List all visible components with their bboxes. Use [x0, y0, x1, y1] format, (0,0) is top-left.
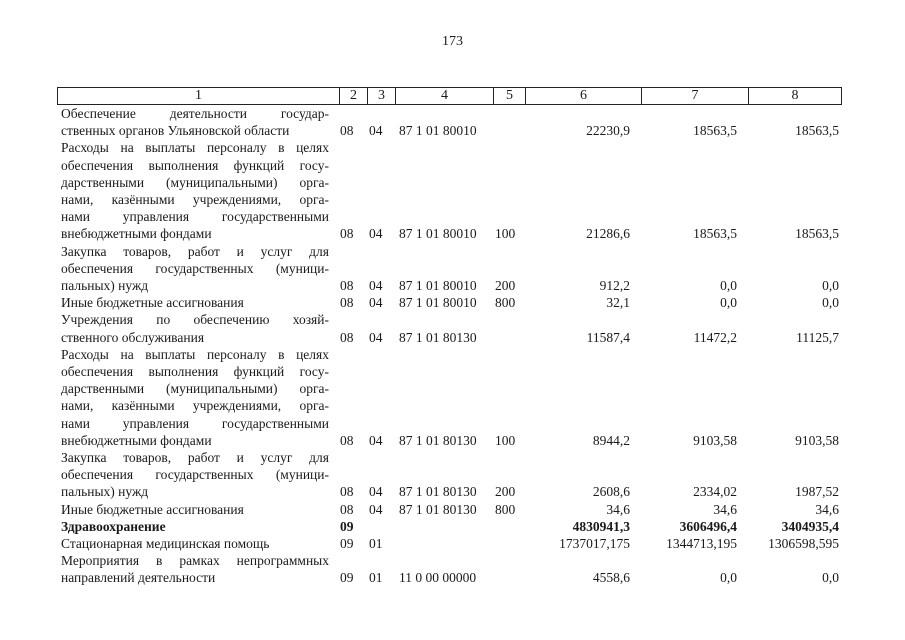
cell-col-7: 1344713,195: [666, 535, 737, 551]
table-row: [0, 243, 905, 295]
row-name-line: Расходы на выплаты персоналу в целях: [61, 140, 329, 156]
cell-col-2: 09: [340, 518, 354, 534]
cell-col-8: 34,6: [815, 501, 839, 517]
table-row: [0, 552, 905, 586]
row-name-line: нами, казёнными учреждениями, орга-: [61, 398, 329, 414]
header-col-7: 7: [642, 88, 749, 104]
row-name-line: дарственными (муниципальными) орга-: [61, 174, 329, 190]
cell-col-6: 2608,6: [592, 484, 630, 500]
row-name: [61, 535, 329, 552]
cell-col-3: 04: [369, 277, 383, 293]
row-name-line: внебюджетными фондами: [61, 432, 212, 448]
cell-col-8: 11125,7: [796, 329, 839, 345]
cell-col-2: 08: [340, 501, 354, 517]
row-name: [61, 449, 329, 501]
cell-col-5: 200: [495, 277, 516, 293]
cell-col-2: 08: [340, 295, 354, 311]
cell-col-6: 34,6: [606, 501, 630, 517]
cell-col-8: 0,0: [822, 570, 839, 586]
cell-col-7: 18563,5: [693, 123, 737, 139]
table-row: [0, 105, 905, 139]
row-name: [61, 294, 329, 311]
row-name-line: Обеспечение деятельности государ-: [61, 106, 329, 121]
row-name: [61, 518, 329, 535]
header-col-5: 5: [494, 88, 526, 104]
cell-col-8: 18563,5: [795, 226, 839, 242]
cell-col-3: 01: [369, 535, 383, 551]
cell-col-7: 9103,58: [693, 432, 737, 448]
header-col-2: 2: [340, 88, 368, 104]
cell-col-6: 32,1: [606, 295, 630, 311]
row-name: [61, 243, 329, 295]
row-name-line: внебюджетными фондами: [61, 226, 212, 242]
cell-col-4: 87 1 01 80130: [399, 432, 477, 448]
cell-col-2: 08: [340, 277, 354, 293]
header-col-4: 4: [396, 88, 494, 104]
row-name: [61, 552, 329, 586]
cell-col-5: 800: [495, 295, 516, 311]
row-name-line: обеспечения государственных (муници-: [61, 260, 329, 276]
row-name: [61, 311, 329, 345]
row-name-line: пальных) нужд: [61, 484, 149, 500]
row-name-line: Закупка товаров, работ и услуг для: [61, 449, 329, 465]
cell-col-2: 09: [340, 570, 354, 586]
cell-col-2: 08: [340, 432, 354, 448]
table-row: [0, 449, 905, 501]
cell-col-4: 87 1 01 80010: [399, 295, 477, 311]
row-name: [61, 346, 329, 449]
header-col-8: 8: [791, 88, 799, 103]
cell-col-8: 3404935,4: [781, 518, 839, 534]
row-name: [61, 139, 329, 242]
row-name-line: нами, казёнными учреждениями, орга-: [61, 191, 329, 207]
cell-col-5: 800: [495, 501, 516, 517]
row-name-line: Учреждения по обеспечению хозяй-: [61, 312, 329, 328]
cell-col-8: 9103,58: [795, 432, 839, 448]
cell-col-3: 04: [369, 432, 383, 448]
cell-col-6: 1737017,175: [559, 535, 630, 551]
table-header: [57, 87, 842, 105]
row-name-line: обеспечения выполнения функций госу-: [61, 157, 329, 173]
cell-col-4: 87 1 01 80130: [399, 484, 477, 500]
row-name-line: Мероприятия в рамках непрограммных: [61, 553, 329, 569]
cell-col-6: 8944,2: [592, 432, 630, 448]
page-number: 173: [442, 34, 463, 49]
cell-col-2: 08: [340, 484, 354, 500]
cell-col-7: 2334,02: [693, 484, 737, 500]
cell-col-7: 0,0: [720, 295, 737, 311]
header-col-3: 3: [368, 88, 396, 104]
row-name-line: обеспечения государственных (муници-: [61, 467, 329, 483]
cell-col-4: 87 1 01 80130: [399, 329, 477, 345]
cell-col-2: 08: [340, 123, 354, 139]
row-name-line: ственного обслуживания: [61, 329, 205, 345]
budget-table-body: [0, 105, 905, 586]
cell-col-3: 01: [369, 570, 383, 586]
cell-col-3: 04: [369, 329, 383, 345]
cell-col-8: 1987,52: [795, 484, 839, 500]
cell-col-5: 200: [495, 484, 516, 500]
row-name-line: ственных органов Ульяновской области: [61, 123, 290, 139]
cell-col-2: 09: [340, 535, 354, 551]
cell-col-4: 11 0 00 00000: [399, 570, 477, 586]
cell-col-6: 21286,6: [586, 226, 630, 242]
cell-col-4: 87 1 01 80010: [399, 123, 477, 139]
cell-col-2: 08: [340, 226, 354, 242]
row-name-line: Иные бюджетные ассигнования: [61, 295, 244, 311]
cell-col-6: 22230,9: [586, 123, 630, 139]
row-name-line: нами управления государственными: [61, 415, 329, 431]
row-name-line: нами управления государственными: [61, 209, 329, 225]
cell-col-8: 0,0: [822, 277, 839, 293]
row-name-line: Расходы на выплаты персоналу в целях: [61, 346, 329, 362]
table-row: [0, 139, 905, 242]
row-name-line: Закупка товаров, работ и услуг для: [61, 243, 329, 259]
header-col-1: 1: [58, 88, 340, 104]
row-name: [61, 501, 329, 518]
cell-col-8: 18563,5: [795, 123, 839, 139]
cell-col-5: 100: [495, 226, 516, 242]
cell-col-8: 0,0: [822, 295, 839, 311]
table-row: [0, 518, 905, 535]
cell-col-3: 04: [369, 501, 383, 517]
cell-col-3: 04: [369, 123, 383, 139]
cell-col-7: 0,0: [720, 570, 737, 586]
header-col-6: 6: [526, 88, 642, 104]
cell-col-4: 87 1 01 80010: [399, 277, 477, 293]
row-name-line: дарственными (муниципальными) орга-: [61, 381, 329, 397]
cell-col-7: 0,0: [720, 277, 737, 293]
row-name-line: Иные бюджетные ассигнования: [61, 501, 244, 517]
row-name-line: Стационарная медицинская помощь: [61, 535, 270, 551]
row-name-line: Здравоохранение: [61, 518, 166, 534]
cell-col-7: 11472,2: [693, 329, 737, 345]
cell-col-3: 04: [369, 226, 383, 242]
table-row: [0, 294, 905, 311]
cell-col-6: 4558,6: [592, 570, 630, 586]
row-name-line: обеспечения выполнения функций госу-: [61, 363, 329, 379]
row-name-line: направлений деятельности: [61, 570, 216, 586]
cell-col-8: 1306598,595: [768, 535, 839, 551]
cell-col-4: 87 1 01 80130: [399, 501, 477, 517]
cell-col-7: 18563,5: [693, 226, 737, 242]
table-row: [0, 346, 905, 449]
cell-col-4: 87 1 01 80010: [399, 226, 477, 242]
row-name: [61, 105, 329, 139]
table-row: [0, 311, 905, 345]
table-row: [0, 501, 905, 518]
cell-col-7: 3606496,4: [679, 518, 737, 534]
cell-col-3: 04: [369, 484, 383, 500]
row-name-line: пальных) нужд: [61, 277, 149, 293]
cell-col-5: 100: [495, 432, 516, 448]
cell-col-7: 34,6: [713, 501, 737, 517]
cell-col-6: 4830941,3: [572, 518, 630, 534]
table-row: [0, 535, 905, 552]
cell-col-2: 08: [340, 329, 354, 345]
cell-col-3: 04: [369, 295, 383, 311]
cell-col-6: 912,2: [599, 277, 630, 293]
cell-col-6: 11587,4: [586, 329, 630, 345]
